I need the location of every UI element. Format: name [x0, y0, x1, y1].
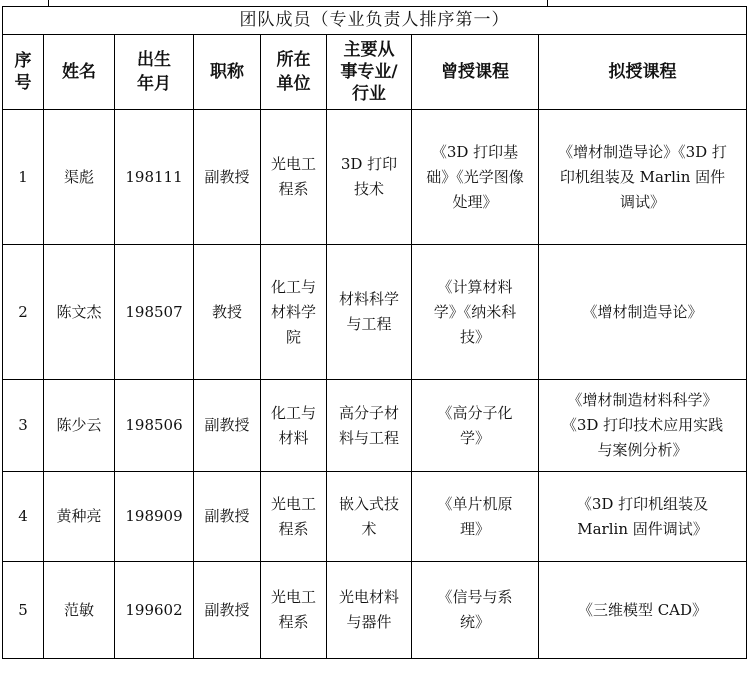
- cell-taught: 《信号与系 统》: [412, 562, 539, 659]
- cell-taught: 《3D 打印基 础》《光学图像 处理》: [412, 110, 539, 245]
- cell-name: 黄种亮: [44, 472, 115, 562]
- cell-birth: 198111: [115, 110, 194, 245]
- cell-planned: 《增材制造导论》: [539, 245, 747, 380]
- cell-planned: 《三维模型 CAD》: [539, 562, 747, 659]
- header-major: 主要从 事专业/ 行业: [327, 35, 412, 110]
- cell-unit: 化工与 材料: [261, 380, 327, 472]
- header-name: 姓名: [44, 35, 115, 110]
- cell-title: 教授: [194, 245, 261, 380]
- cell-major: 嵌入式技 术: [327, 472, 412, 562]
- cell-title: 副教授: [194, 380, 261, 472]
- cell-major: 光电材料 与器件: [327, 562, 412, 659]
- table-row: [3, 562, 747, 659]
- cell-title: 副教授: [194, 562, 261, 659]
- header-taught-courses: 曾授课程: [412, 35, 539, 110]
- cell-seq: 5: [3, 562, 44, 659]
- cell-name: 渠彪: [44, 110, 115, 245]
- cell-major: 高分子材 料与工程: [327, 380, 412, 472]
- header-unit: 所在 单位: [261, 35, 327, 110]
- cell-birth: 198507: [115, 245, 194, 380]
- cell-name: 陈少云: [44, 380, 115, 472]
- table-row: [3, 472, 747, 562]
- header-row: [3, 35, 747, 110]
- table-row: [3, 380, 747, 472]
- cell-planned: 《3D 打印机组装及 Marlin 固件调试》: [539, 472, 747, 562]
- cell-birth: 198909: [115, 472, 194, 562]
- cell-birth: 198506: [115, 380, 194, 472]
- cell-taught: 《高分子化 学》: [412, 380, 539, 472]
- table-title: 团队成员（专业负责人排序第一）: [3, 7, 747, 35]
- cell-title: 副教授: [194, 472, 261, 562]
- header-planned-courses: 拟授课程: [539, 35, 747, 110]
- team-members-table: [2, 6, 747, 659]
- cell-planned: 《增材制造导论》《3D 打 印机组装及 Marlin 固件 调试》: [539, 110, 747, 245]
- header-birth: 出生 年月: [115, 35, 194, 110]
- cell-seq: 3: [3, 380, 44, 472]
- cell-name: 陈文杰: [44, 245, 115, 380]
- header-seq: 序 号: [3, 35, 44, 110]
- cell-unit: 光电工 程系: [261, 110, 327, 245]
- table-row: [3, 110, 747, 245]
- cell-seq: 2: [3, 245, 44, 380]
- cell-major: 3D 打印 技术: [327, 110, 412, 245]
- cell-major: 材料科学 与工程: [327, 245, 412, 380]
- cell-title: 副教授: [194, 110, 261, 245]
- cell-taught: 《单片机原 理》: [412, 472, 539, 562]
- table-row: [3, 245, 747, 380]
- cell-unit: 光电工 程系: [261, 472, 327, 562]
- header-title: 职称: [194, 35, 261, 110]
- cell-unit: 化工与 材料学 院: [261, 245, 327, 380]
- cell-seq: 1: [3, 110, 44, 245]
- cell-unit: 光电工 程系: [261, 562, 327, 659]
- cell-planned: 《增材制造材料科学》 《3D 打印技术应用实践 与案例分析》: [539, 380, 747, 472]
- cell-taught: 《计算材料 学》《纳米科 技》: [412, 245, 539, 380]
- cell-birth: 199602: [115, 562, 194, 659]
- cell-seq: 4: [3, 472, 44, 562]
- cell-name: 范敏: [44, 562, 115, 659]
